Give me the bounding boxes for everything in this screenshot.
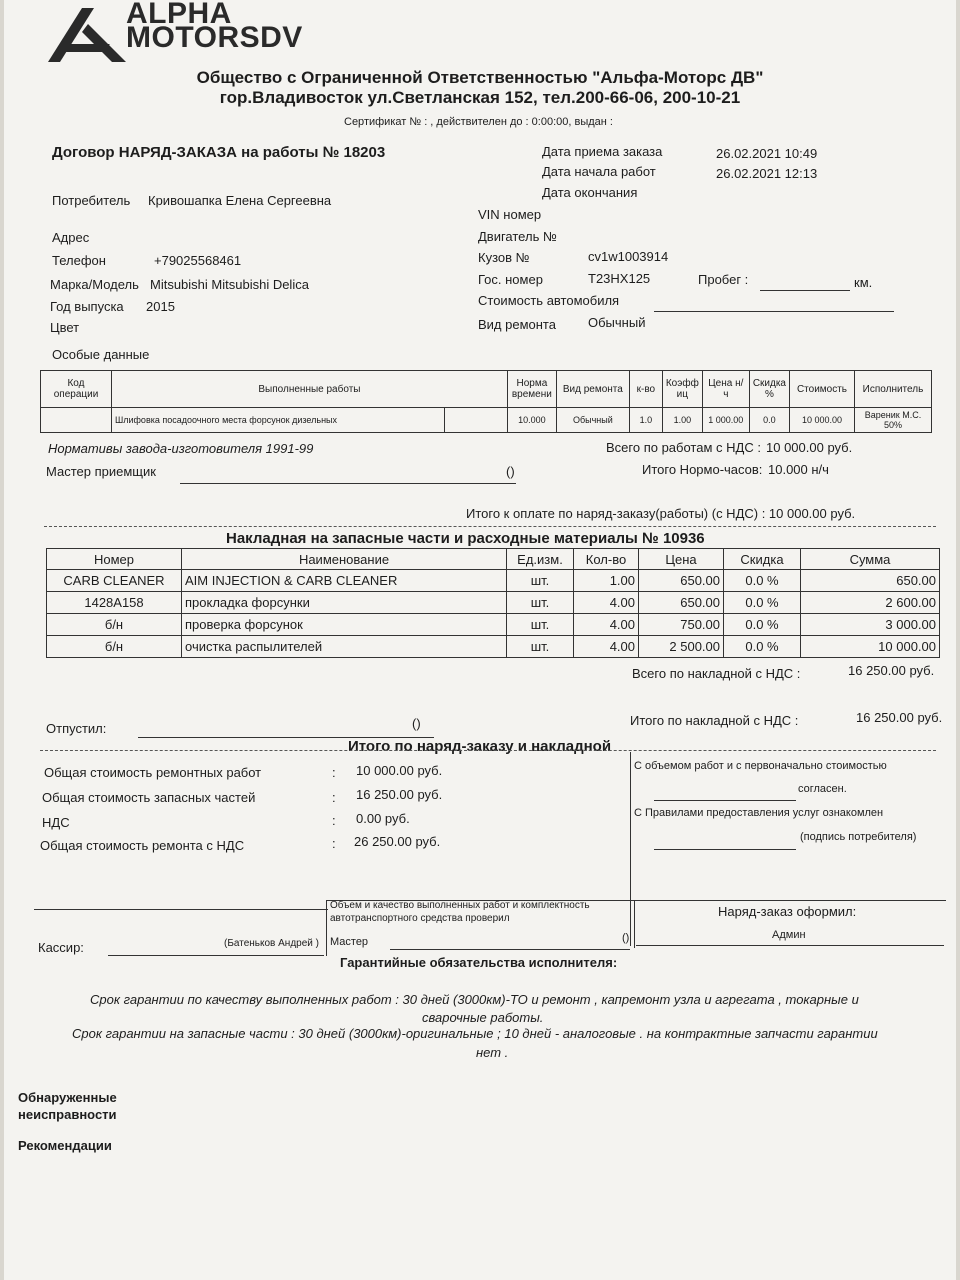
mileage-unit: км. <box>854 275 873 290</box>
warranty-title: Гарантийные обязательства исполнителя: <box>340 955 618 970</box>
parts-row: б/н проверка форсунок шт. 4.00 750.00 0.0 % 3 000.00 <box>47 614 940 636</box>
parts-col-qty: Кол-во <box>574 549 639 570</box>
faults-label-line2: неисправности <box>18 1107 117 1122</box>
parts-row: б/н очистка распылителей шт. 4.00 2 500.00 0.0 % 10 000.00 <box>47 636 940 658</box>
master-line <box>390 949 630 950</box>
consent-rules-end: (подпись потребителя) <box>800 831 917 843</box>
order-title: Договор НАРЯД-ЗАКАЗА на работы № 18203 <box>52 144 386 161</box>
works-total-value: 10 000.00 руб. <box>766 440 853 455</box>
works-col-code: Код операции <box>41 371 112 408</box>
parts-row: 1428A158 прокладка форсунки шт. 4.00 650.00 0.0 % 2 600.00 <box>47 592 940 614</box>
model-value: Mitsubishi Mitsubishi Delica <box>150 277 309 292</box>
consent-rules: С Правилами предоставления услуг ознакомлен <box>634 807 884 819</box>
consumer-value: Кривошапка Елена Сергеевна <box>148 193 332 208</box>
norm-hours-value: 10.000 н/ч <box>768 462 829 477</box>
logo-mark-icon <box>48 4 128 62</box>
year-value: 2015 <box>146 299 175 314</box>
master-paren: () <box>622 932 630 944</box>
parts-table <box>46 548 940 658</box>
consent-volume: С объемом работ и с первоначально стоимостью <box>634 760 887 772</box>
signature-divider-left <box>326 900 327 956</box>
check-text-line2: автотранспортного средства проверил <box>330 913 510 924</box>
signature-line <box>654 849 796 850</box>
works-col-price: Цена н/ч <box>702 371 749 408</box>
body-label: Кузов № <box>478 250 530 265</box>
summary-label-3: Общая стоимость ремонта с НДС <box>40 838 245 853</box>
section-divider-1 <box>44 526 936 527</box>
parts-col-unit: Ед.изм. <box>507 549 574 570</box>
address-label: Адрес <box>52 230 90 245</box>
phone-value: +79025568461 <box>154 253 242 268</box>
car-cost-label: Стоимость автомобиля <box>478 293 620 308</box>
warranty-line1: Срок гарантии по качеству выполненных работ : 30 дней (3000км)-ТО и ремонт , капремонт узла и агрегата , токарные и <box>90 992 859 1007</box>
special-data-label: Особые данные <box>52 347 150 362</box>
summary-colon-1: : <box>332 790 336 805</box>
works-total-label: Всего по работам с НДС : <box>606 440 761 455</box>
mileage-line <box>760 290 850 291</box>
parts-col-num: Номер <box>47 549 182 570</box>
summary-label-1: Общая стоимость запасных частей <box>42 790 256 805</box>
company-name: Общество с Ограниченной Ответственностью "Альфа-Моторс ДВ" <box>196 68 764 87</box>
start-date-value: 26.02.2021 12:13 <box>716 166 818 181</box>
signature-divider-right <box>634 900 635 948</box>
consent-volume-line <box>654 800 796 801</box>
company-logo <box>48 0 303 67</box>
summary-divider <box>630 752 631 946</box>
summary-title: Итого по наряд-заказу и накладной <box>348 738 612 755</box>
issued-value: Админ <box>772 929 806 941</box>
logo-line1: ALPHA <box>126 0 232 30</box>
cashier-line <box>108 955 324 956</box>
parts-total-label: Всего по накладной с НДС : <box>632 666 801 681</box>
body-value: cv1w1003914 <box>588 249 669 264</box>
works-header-row <box>41 371 932 408</box>
summary-label-2: НДС <box>42 815 70 830</box>
works-table <box>40 370 932 433</box>
parts-col-price: Цена <box>639 549 724 570</box>
accept-date-value: 26.02.2021 10:49 <box>716 146 818 161</box>
accept-date-label: Дата приема заказа <box>542 144 663 159</box>
signature-box-top-left <box>34 909 328 910</box>
summary-colon-2: : <box>332 813 336 828</box>
master-receiver-label: Мастер приемщик <box>46 464 156 479</box>
summary-colon-3: : <box>332 836 336 851</box>
vin-label: VIN номер <box>478 207 542 222</box>
summary-label-0: Общая стоимость ремонтных работ <box>44 765 262 780</box>
parts-title: Накладная на запасные части и расходные материалы № 10936 <box>226 530 705 547</box>
engine-label: Двигатель № <box>478 229 557 244</box>
company-address: гор.Владивосток ул.Светланская 152, тел.200-66-06, 200-10-21 <box>219 88 741 107</box>
summary-value-1: 16 250.00 руб. <box>356 787 443 802</box>
logo-line2: MOTORSDV <box>126 21 303 54</box>
car-cost-line <box>654 311 894 312</box>
summary-value-0: 10 000.00 руб. <box>356 763 443 778</box>
year-label: Год выпуска <box>50 299 124 314</box>
master-label: Мастер <box>330 936 369 948</box>
released-paren: () <box>412 716 421 731</box>
works-col-cost: Стоимость <box>790 371 855 408</box>
model-label: Марка/Модель <box>50 277 139 292</box>
warranty-line3: Срок гарантии на запасные части : 30 дней (3000км)-оригинальные ; 10 дней - аналоговые . на контрактные запчасти гарантии <box>72 1026 878 1041</box>
works-col-executor: Исполнитель <box>855 371 932 408</box>
master-receiver-line <box>180 483 516 484</box>
document-sheet <box>4 0 956 1280</box>
warranty-line2: сварочные работы. <box>422 1010 544 1025</box>
norm-hours-label: Итого Нормо-часов: <box>642 462 763 477</box>
summary-value-3: 26 250.00 руб. <box>354 834 441 849</box>
master-receiver-paren: () <box>506 464 515 479</box>
faults-label-line1: Обнаруженные <box>18 1090 117 1105</box>
works-col-norm: Норма времени <box>507 371 556 408</box>
start-date-label: Дата начала работ <box>542 164 656 179</box>
cashier-name: (Батеньков Андрей ) <box>224 938 319 949</box>
end-date-label: Дата окончания <box>542 185 638 200</box>
works-to-pay: Итого к оплате по наряд-заказу(работы) (с НДС) : 10 000.00 руб. <box>466 506 856 521</box>
color-label: Цвет <box>50 320 80 335</box>
parts-total2-label: Итого по накладной с НДС : <box>630 713 799 728</box>
mileage-label: Пробег : <box>698 272 749 287</box>
plate-value: Т23НХ125 <box>588 271 651 286</box>
issued-line <box>636 945 944 946</box>
summary-value-2: 0.00 руб. <box>356 811 410 826</box>
plate-label: Гос. номер <box>478 272 543 287</box>
warranty-line4: нет . <box>476 1045 509 1060</box>
works-col-type: Вид ремонта <box>556 371 629 408</box>
recommendations-label: Рекомендации <box>18 1138 112 1153</box>
works-col-qty: к-во <box>629 371 662 408</box>
parts-total-value: 16 250.00 руб. <box>848 663 935 678</box>
works-col-name: Выполненные работы <box>112 371 508 408</box>
parts-header-row <box>47 549 940 570</box>
parts-col-sum: Сумма <box>801 549 940 570</box>
order-number: 18203 <box>343 144 386 161</box>
parts-row: CARB CLEANER AIM INJECTION & CARB CLEANER шт. 1.00 650.00 0.0 % 650.00 <box>47 570 940 592</box>
parts-number: 10936 <box>662 530 705 547</box>
repair-type-value: Обычный <box>588 315 646 330</box>
works-col-disc: Скидка % <box>749 371 789 408</box>
certificate-line: Сертификат № : , действителен до : 0:00:00, выдан : <box>344 116 613 128</box>
parts-col-disc: Скидка <box>724 549 801 570</box>
parts-col-name: Наименование <box>182 549 507 570</box>
released-label: Отпустил: <box>46 721 107 736</box>
works-col-coef: Коэфф иц <box>662 371 702 408</box>
consent-volume-end: согласен. <box>798 783 847 795</box>
consumer-label: Потребитель <box>52 193 131 208</box>
summary-colon-0: : <box>332 765 336 780</box>
cashier-label: Кассир: <box>38 940 84 955</box>
phone-label: Телефон <box>52 253 106 268</box>
issued-label: Наряд-заказ оформил: <box>718 904 857 919</box>
norms-note: Нормативы завода-изготовителя 1991-99 <box>48 441 314 456</box>
check-text-line1: Объем и качество выполненных работ и комплектность <box>330 900 590 911</box>
repair-type-label: Вид ремонта <box>478 317 556 332</box>
works-row: Шлифовка посадоочного места форсунок дизельных 10.000 Обычный 1.0 1.00 1 000.00 0.0 10 000.00 Вареник М.С. 50% <box>41 408 932 433</box>
section-divider-2 <box>40 750 936 751</box>
parts-total2-value: 16 250.00 руб. <box>856 710 943 725</box>
